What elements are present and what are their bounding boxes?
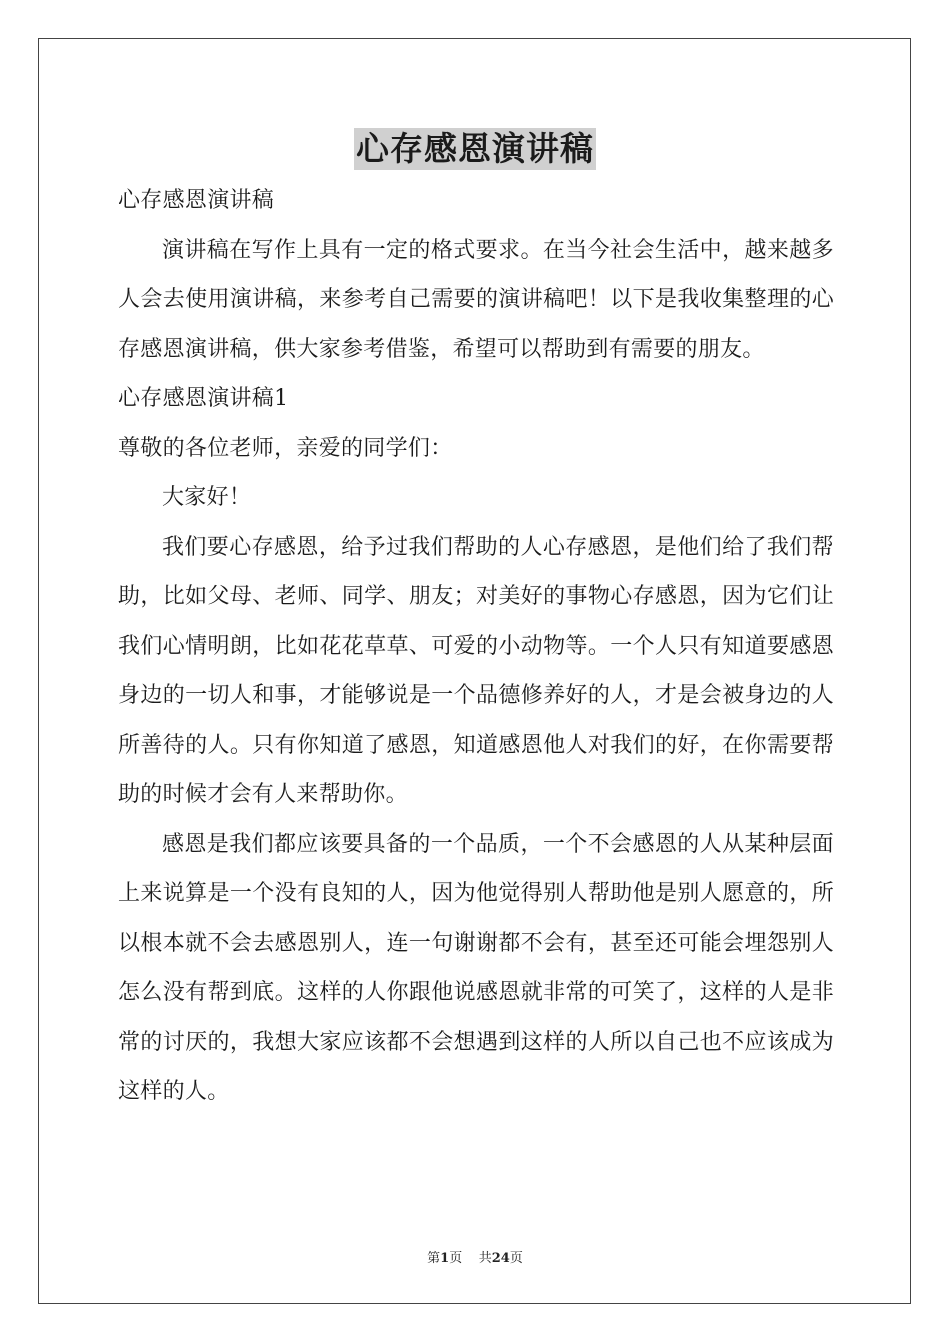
page-prefix: 第 bbox=[427, 1251, 441, 1266]
paragraph: 我们要心存感恩，给予过我们帮助的人心存感恩，是他们给了我们帮助，比如父母、老师、同学、朋友；对美好的事物心存感恩，因为它们让我们心情明朗，比如花花草草、可爱的小动物等。一个人只有知道要感恩身边的一切人和事，才能够说是一个品德修养好的人，才是会被身边的人所善待的人。只有你知道了感恩，知道感恩他人对我们的好，在你需要帮助的时候才会有人来帮助你。 bbox=[118, 534, 834, 807]
greeting: 大家好！ bbox=[162, 485, 252, 510]
title-container bbox=[0, 128, 950, 170]
paragraph: 演讲稿在写作上具有一定的格式要求。在当今社会生活中，越来越多人会去使用演讲稿，来参考自己需要的演讲稿吧！以下是我收集整理的心存感恩演讲稿，供大家参考借鉴，希望可以帮助到有需要的朋友。 bbox=[118, 237, 834, 362]
salutation: 尊敬的各位老师，亲爱的同学们： bbox=[118, 435, 453, 461]
page-number: 1 bbox=[440, 1251, 450, 1266]
document-title: 心存感恩演讲稿 bbox=[356, 129, 594, 168]
page-suffix: 页 bbox=[449, 1251, 463, 1266]
section-heading: 心存感恩演讲稿1 bbox=[118, 386, 289, 411]
total-prefix: 共 bbox=[478, 1251, 492, 1266]
paragraph: 感恩是我们都应该要具备的一个品质，一个不会感恩的人从某种层面上来说算是一个没有良知的人，因为他觉得别人帮助他是别人愿意的，所以根本就不会去感恩别人，连一句谢谢都不会有，甚至还可能会埋怨别人怎么没有帮到底。这样的人你跟他说感恩就非常的可笑了，这样的人是非常的讨厌的，我想大家应该都不会想遇到这样的人所以自己也不应该成为这样的人。 bbox=[118, 831, 834, 1104]
document-body bbox=[118, 176, 834, 1117]
paragraph: 心存感恩演讲稿 bbox=[118, 188, 275, 213]
total-suffix: 页 bbox=[509, 1251, 523, 1266]
total-pages: 24 bbox=[491, 1251, 510, 1266]
page-footer bbox=[0, 1247, 950, 1266]
